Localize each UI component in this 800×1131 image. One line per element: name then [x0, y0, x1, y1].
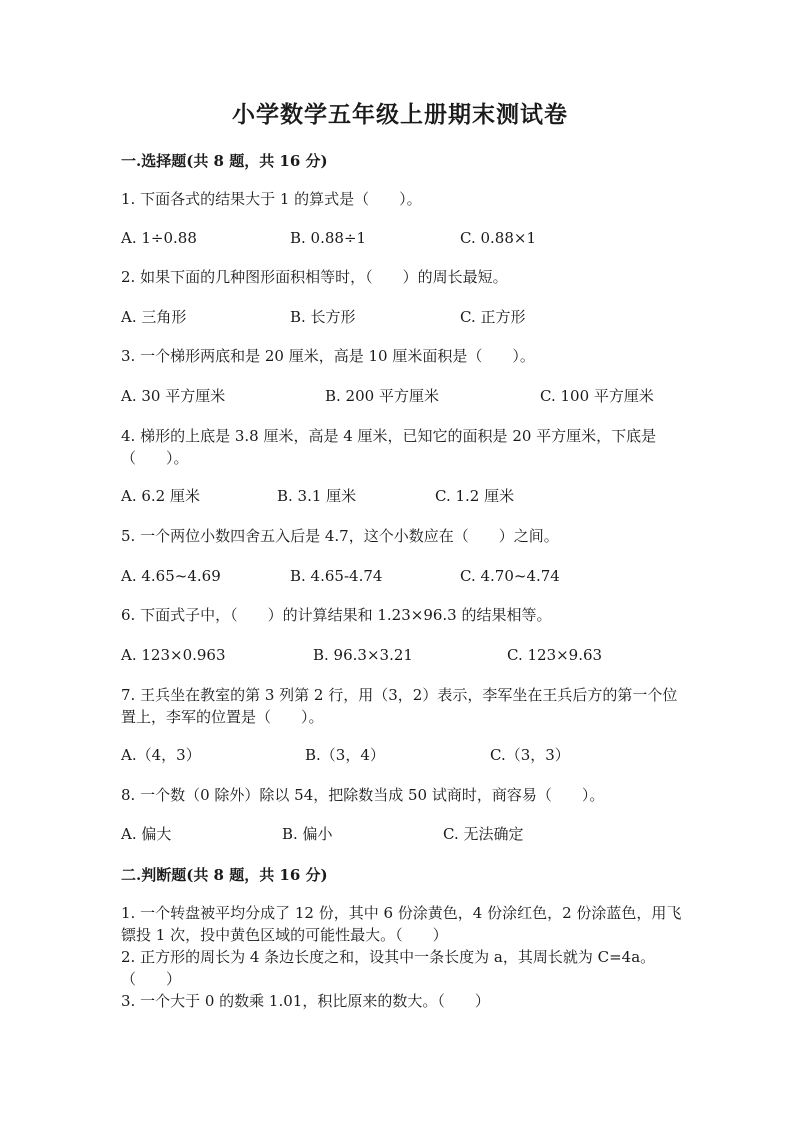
- option-c: C. 无法确定: [443, 825, 524, 843]
- question-text: 3. 一个梯形两底和是 20 厘米，高是 10 厘米面积是（ ）。: [121, 347, 535, 365]
- question-text: 2. 如果下面的几种图形面积相等时，（ ）的周长最短。: [121, 268, 508, 286]
- option-b: B. 4.65-4.74: [290, 567, 383, 585]
- option-a: A. 4.65~4.69: [121, 567, 221, 585]
- option-a: A. 123×0.963: [121, 646, 226, 664]
- question-text: 5. 一个两位小数四舍五入后是 4.7，这个小数应在（ ）之间。: [121, 527, 559, 545]
- option-b: B. 长方形: [290, 308, 356, 326]
- option-b: B. 偏小: [282, 825, 333, 843]
- question-text: 8. 一个数（0 除外）除以 54，把除数当成 50 试商时，商容易（ ）。: [121, 786, 605, 804]
- judgment-question: 1. 一个转盘被平均分成了 12 份，其中 6 份涂黄色，4 份涂红色，2 份涂蓝色，用飞镖投 1 次，投中黄色区域的可能性最大。（ ）: [121, 904, 682, 944]
- option-c: C. 1.2 厘米: [435, 487, 515, 505]
- option-a: A. 偏大: [121, 825, 172, 843]
- option-b: B. 200 平方厘米: [325, 387, 439, 405]
- option-a: A. 三角形: [121, 308, 187, 326]
- question-text: 4. 梯形的上底是 3.8 厘米，高是 4 厘米，已知它的面积是 20 平方厘米，下底是（ ）。: [121, 427, 657, 467]
- judgment-question: 2. 正方形的周长为 4 条边长度之和，设其中一条长度为 a，其周长就为 C=4a。（ ）: [121, 948, 656, 988]
- option-b: B. 0.88÷1: [290, 229, 367, 247]
- option-a: A. 6.2 厘米: [121, 487, 200, 505]
- section-heading-judgment: 二.判断题(共 8 题，共 16 分): [121, 866, 328, 884]
- option-a: A.（4，3）: [121, 746, 201, 764]
- question-text: 6. 下面式子中，（ ）的计算结果和 1.23×96.3 的结果相等。: [121, 606, 552, 624]
- option-b: B. 3.1 厘米: [277, 487, 357, 505]
- option-c: C. 正方形: [460, 308, 526, 326]
- option-c: C. 0.88×1: [460, 229, 536, 247]
- option-c: C. 100 平方厘米: [540, 387, 654, 405]
- option-b: B.（3，4）: [305, 746, 385, 764]
- section-heading-choice: 一.选择题(共 8 题，共 16 分): [121, 152, 328, 170]
- option-c: C. 4.70~4.74: [460, 567, 560, 585]
- page-title: 小学数学五年级上册期末测试卷: [232, 101, 568, 128]
- question-text: 7. 王兵坐在教室的第 3 列第 2 行，用（3，2）表示，李军坐在王兵后方的第一个位置上，李军的位置是（ ）。: [121, 686, 678, 726]
- question-text: 1. 下面各式的结果大于 1 的算式是（ ）。: [121, 190, 422, 208]
- option-c: C.（3，3）: [490, 746, 570, 764]
- judgment-question: 3. 一个大于 0 的数乘 1.01，积比原来的数大。（ ）: [121, 992, 490, 1010]
- option-b: B. 96.3×3.21: [313, 646, 413, 664]
- option-a: A. 1÷0.88: [121, 229, 197, 247]
- option-a: A. 30 平方厘米: [121, 387, 226, 405]
- option-c: C. 123×9.63: [507, 646, 603, 664]
